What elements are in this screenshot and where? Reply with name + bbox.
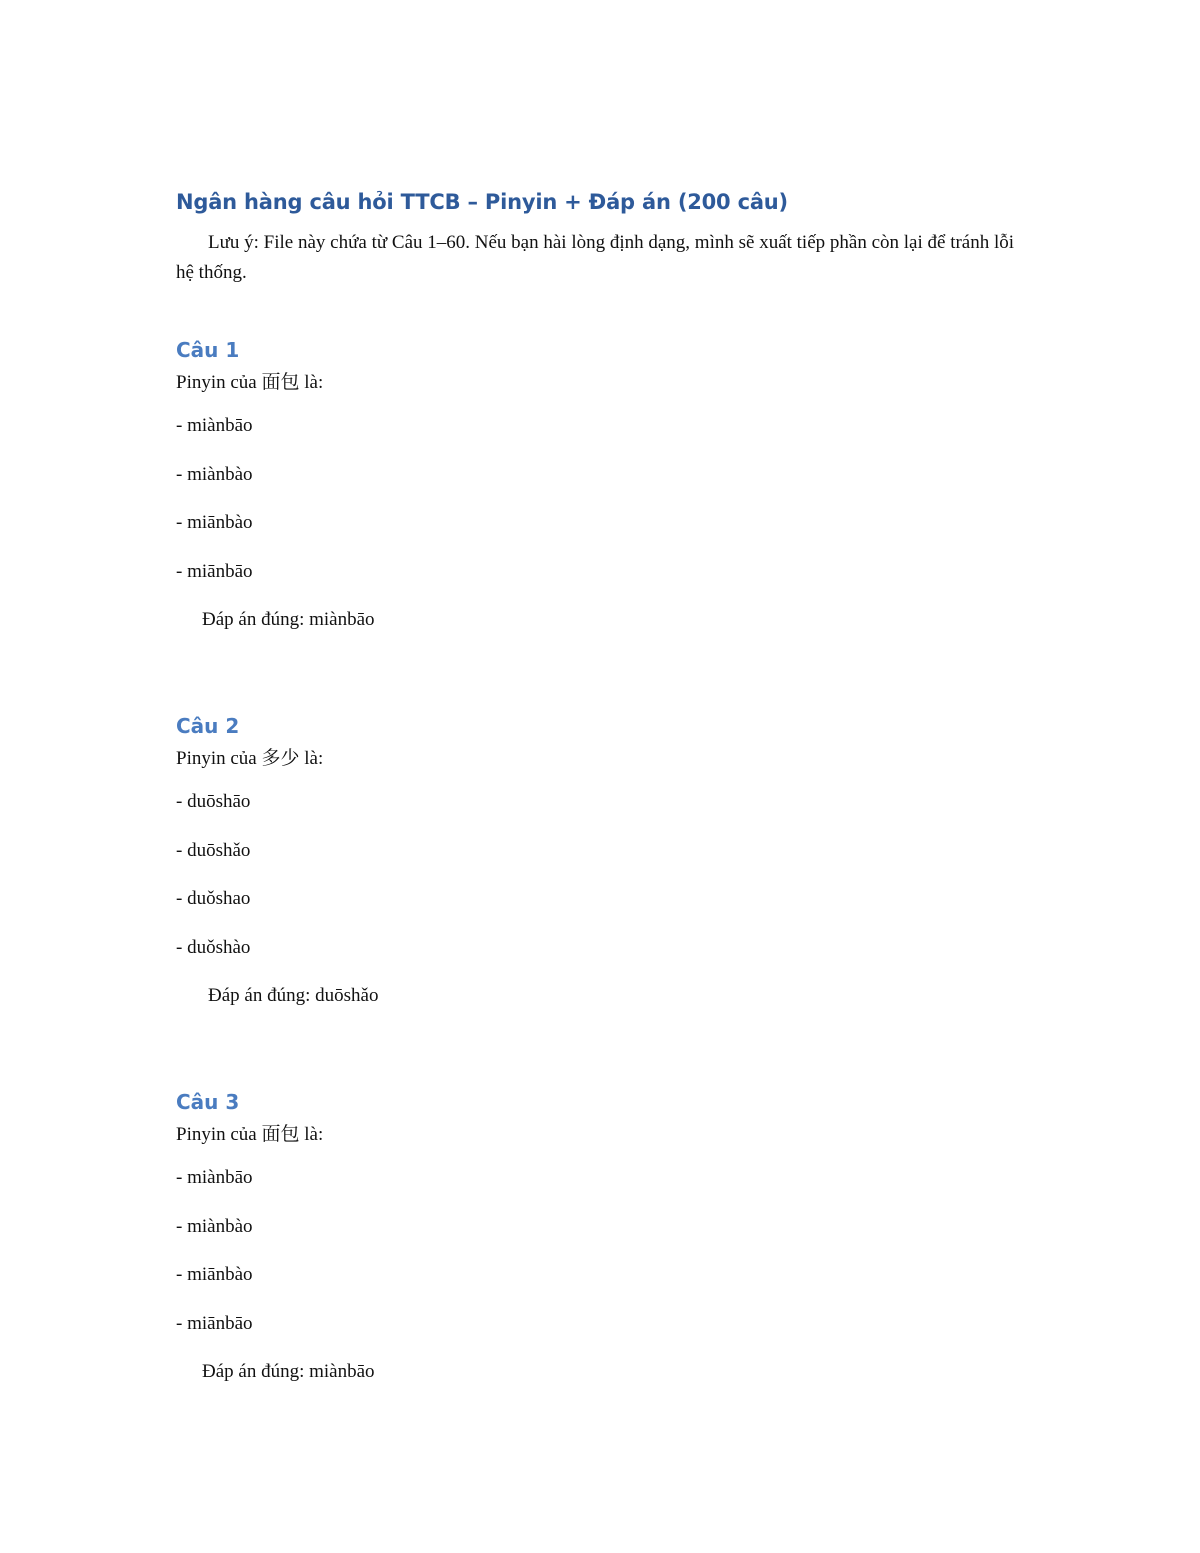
question-heading: Câu 1 — [176, 338, 240, 362]
option-item[interactable]: - miànbào — [176, 463, 253, 485]
question-heading: Câu 3 — [176, 1090, 240, 1114]
option-item[interactable]: - miānbāo — [176, 1312, 253, 1334]
option-item[interactable]: - duōshāo — [176, 791, 251, 812]
option-item[interactable]: - miānbào — [176, 1264, 253, 1285]
question-prompt: Pinyin của 面包 là: — [176, 372, 324, 393]
option-list — [176, 402, 876, 596]
option-item[interactable]: - duōshǎo — [176, 839, 251, 861]
question-3 — [176, 1087, 876, 1396]
option-item[interactable]: - duǒshao — [176, 888, 251, 909]
option-item[interactable]: - miānbào — [176, 512, 253, 533]
option-list — [176, 778, 876, 972]
option-item[interactable]: - miānbāo — [176, 560, 253, 582]
correct-answer: Đáp án đúng: miànbāo — [202, 1361, 375, 1382]
question-1 — [176, 335, 876, 644]
question-heading: Câu 2 — [176, 714, 240, 738]
question-prompt: Pinyin của 面包 là: — [176, 1124, 324, 1145]
option-item[interactable]: - duǒshào — [176, 936, 251, 958]
option-item[interactable]: - miànbāo — [176, 415, 253, 436]
question-2 — [176, 711, 876, 1020]
option-list — [176, 1154, 876, 1348]
option-item[interactable]: - miànbào — [176, 1215, 253, 1237]
option-item[interactable]: - miànbāo — [176, 1167, 253, 1188]
document-title: Ngân hàng câu hỏi TTCB – Pinyin + Đáp án (200 câu) — [176, 190, 788, 214]
question-prompt: Pinyin của 多少 là: — [176, 748, 324, 769]
correct-answer: Đáp án đúng: miànbāo — [202, 609, 375, 630]
correct-answer: Đáp án đúng: duōshǎo — [208, 985, 379, 1006]
document-note: Lưu ý: File này chứa từ Câu 1–60. Nếu bạn hài lòng định dạng, mình sẽ xuất tiếp phần còn lại để tránh lỗi hệ thống. — [176, 232, 1015, 283]
